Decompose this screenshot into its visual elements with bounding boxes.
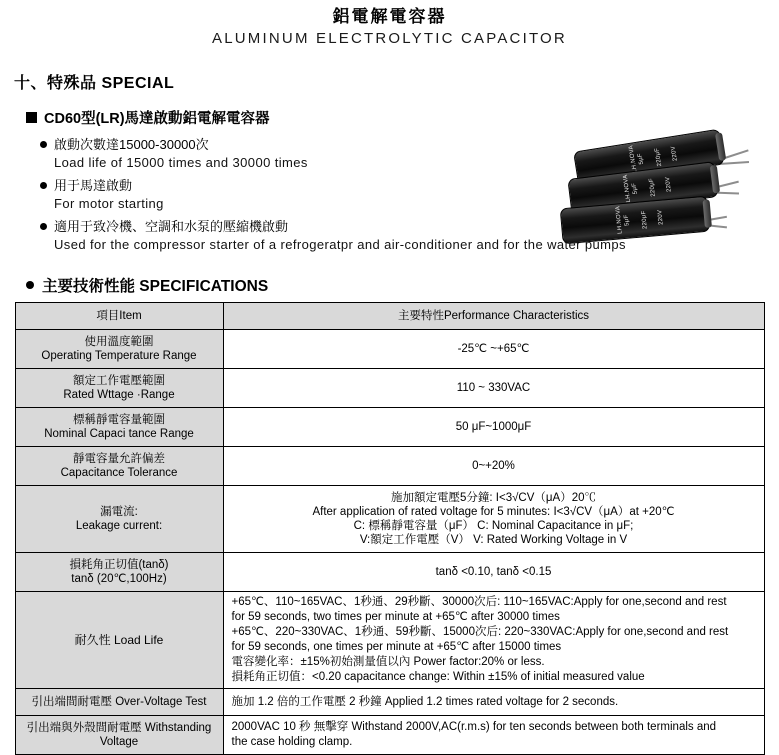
subsection-title bbox=[26, 107, 779, 128]
row-value-over-voltage-test: 施加 1.2 倍的工作電壓 2 秒鐘 Applied 1.2 times rated voltage for 2 seconds. bbox=[223, 689, 764, 716]
capacitor-label-value: 5μF bbox=[623, 214, 631, 227]
row-label-en: Rated Wttage ·Range bbox=[63, 389, 175, 401]
header-title-en: ALUMINUM ELECTROLYTIC CAPACITOR bbox=[212, 30, 567, 47]
row-label-over-voltage-test: 引出端間耐電壓 Over-Voltage Test bbox=[15, 689, 223, 716]
bullet-text-cn: 用于馬達啟動 bbox=[54, 178, 133, 193]
table-row bbox=[15, 486, 764, 553]
capacitor-label-brand: LH.NOVA bbox=[628, 144, 639, 174]
row-label-nominal-capacitance bbox=[15, 408, 223, 447]
bullet-text-en: Load life of 15000 times and 30000 times bbox=[54, 155, 308, 170]
bullet-text-cn: 啟動次數達15000-30000次 bbox=[54, 137, 209, 152]
table-row bbox=[15, 330, 764, 369]
round-bullet-icon bbox=[40, 141, 47, 148]
capacitor-label-value: 5μF bbox=[637, 152, 646, 165]
capacitor-label-capacitance: 220μF bbox=[654, 147, 664, 167]
capacitor-label-voltage: 220V bbox=[664, 176, 673, 193]
column-header-characteristics: 主要特性Performance Characteristics bbox=[223, 303, 764, 330]
round-bullet-icon bbox=[40, 223, 47, 230]
row-label-dissipation-factor bbox=[15, 553, 223, 592]
row-value-dissipation-factor: tanδ <0.10, tanδ <0.15 bbox=[223, 553, 764, 592]
row-label-en: Operating Temperature Range bbox=[41, 350, 197, 362]
row-value-withstanding-voltage bbox=[223, 716, 764, 755]
row-value-rated-wattage: 110 ~ 330VAC bbox=[223, 369, 764, 408]
row-label-cn: 漏電流: bbox=[100, 506, 138, 518]
round-bullet-icon bbox=[40, 182, 47, 189]
column-header-item: 項目Item bbox=[15, 303, 223, 330]
capacitor-label-capacitance: 220μF bbox=[648, 177, 657, 197]
value-line: +65℃、220~330VAC、1秒通、59秒斷、15000次后: 220~330VAC:Apply for one,second and rest bbox=[231, 626, 729, 638]
row-value-load-life bbox=[223, 592, 764, 689]
row-label-load-life: 耐久性 Load Life bbox=[15, 592, 223, 689]
row-label-cn: 額定工作電壓範圍 bbox=[73, 375, 165, 387]
value-line: C: 標稱靜電容量（μF） C: Nominal Capacitance in μF; bbox=[353, 520, 634, 532]
row-label-cn: 標稱靜電容量範圍 bbox=[73, 414, 165, 426]
specifications-heading-label: 主要技術性能 SPECIFICATIONS bbox=[42, 278, 269, 295]
table-row bbox=[15, 716, 764, 755]
row-label-en: tanδ (20℃,100Hz) bbox=[71, 573, 167, 585]
row-label-leakage-current bbox=[15, 486, 223, 553]
list-item bbox=[40, 177, 779, 194]
specifications-heading bbox=[26, 274, 779, 296]
value-line: 電容變化率：±15%初始測量值以內 Power factor:20% or less. bbox=[231, 656, 545, 668]
round-bullet-icon bbox=[26, 281, 34, 289]
row-label-cn: 損耗角正切值(tanδ) bbox=[69, 559, 169, 571]
value-line: After application of rated voltage for 5 minutes: I<3√CV（μA）at +20℃ bbox=[312, 506, 675, 518]
row-label-operating-temperature bbox=[15, 330, 223, 369]
header-title-cn: 鋁電解電容器 bbox=[332, 7, 447, 26]
row-label-withstanding-voltage: 引出端與外殼間耐電壓 Withstanding Voltage bbox=[15, 716, 223, 755]
bullet-text-cn: 適用于致冷機、空調和水泵的壓縮機啟動 bbox=[54, 219, 289, 234]
bullet-text-en: For motor starting bbox=[54, 196, 164, 211]
value-line: for 59 seconds, two times per minute at +65℃ after 30000 times bbox=[231, 611, 560, 623]
capacitor-label-capacitance: 220μF bbox=[641, 210, 649, 230]
capacitor-label-voltage: 220V bbox=[657, 209, 665, 226]
square-bullet-icon bbox=[26, 112, 37, 123]
row-label-rated-wattage bbox=[15, 369, 223, 408]
row-label-cn: 靜電容量允許偏差 bbox=[73, 453, 165, 465]
list-item bbox=[40, 136, 779, 153]
row-label-en: Capacitance Tolerance bbox=[60, 467, 178, 479]
value-line: +65℃、110~165VAC、1秒通、29秒斷、30000次后: 110~165VAC:Apply for one,second and rest bbox=[231, 596, 727, 608]
capacitor-label-brand: LH.NOVA bbox=[615, 205, 624, 235]
value-line: for 59 seconds, one times per minute at +65℃ after 15000 times bbox=[231, 641, 562, 653]
table-row bbox=[15, 408, 764, 447]
value-line: 損耗角正切值：<0.20 capacitance change: Within ±15% of initial measured value bbox=[231, 671, 645, 683]
feature-bullet-list bbox=[40, 136, 779, 254]
table-row bbox=[15, 553, 764, 592]
table-header-row bbox=[15, 303, 764, 330]
subsection-title-label: CD60型(LR)馬達啟動鋁電解電容器 bbox=[44, 111, 270, 127]
capacitor-label-value: 5μF bbox=[631, 182, 639, 195]
page-header bbox=[0, 0, 779, 50]
row-value-capacitance-tolerance: 0~+20% bbox=[223, 447, 764, 486]
value-line: V:額定工作電壓（V） V: Rated Working Voltage in V bbox=[359, 534, 628, 546]
table-row bbox=[15, 689, 764, 716]
row-label-capacitance-tolerance bbox=[15, 447, 223, 486]
value-line: 2000VAC 10 秒 無擊穿 Withstand 2000V,AC(r.m.s) for ten seconds between both terminals and bbox=[231, 721, 717, 733]
table-row bbox=[15, 592, 764, 689]
bullet-text-en: Used for the compressor starter of a refrogeratpr and air-conditioner and for the water pumps bbox=[54, 237, 626, 252]
section-title: 十、特殊品 SPECIAL bbox=[14, 75, 175, 92]
value-line: 施加額定電壓5分鐘: I<3√CV（μA）20℃ bbox=[391, 492, 596, 504]
specifications-table bbox=[15, 302, 765, 755]
capacitor-label-voltage: 220V bbox=[670, 145, 679, 162]
value-line: the case holding clamp. bbox=[231, 736, 353, 748]
row-value-operating-temperature: -25℃ ~+65℃ bbox=[223, 330, 764, 369]
capacitor-label-brand: LH.NOVA bbox=[622, 174, 633, 203]
row-value-nominal-capacitance: 50 μF~1000μF bbox=[223, 408, 764, 447]
table-row bbox=[15, 447, 764, 486]
row-label-en: Leakage current: bbox=[75, 520, 163, 532]
table-row bbox=[15, 369, 764, 408]
row-label-en: Nominal Capaci tance Range bbox=[44, 428, 194, 440]
row-label-cn: 使用溫度範圍 bbox=[84, 336, 154, 348]
list-item bbox=[40, 218, 779, 235]
row-value-leakage-current bbox=[223, 486, 764, 553]
